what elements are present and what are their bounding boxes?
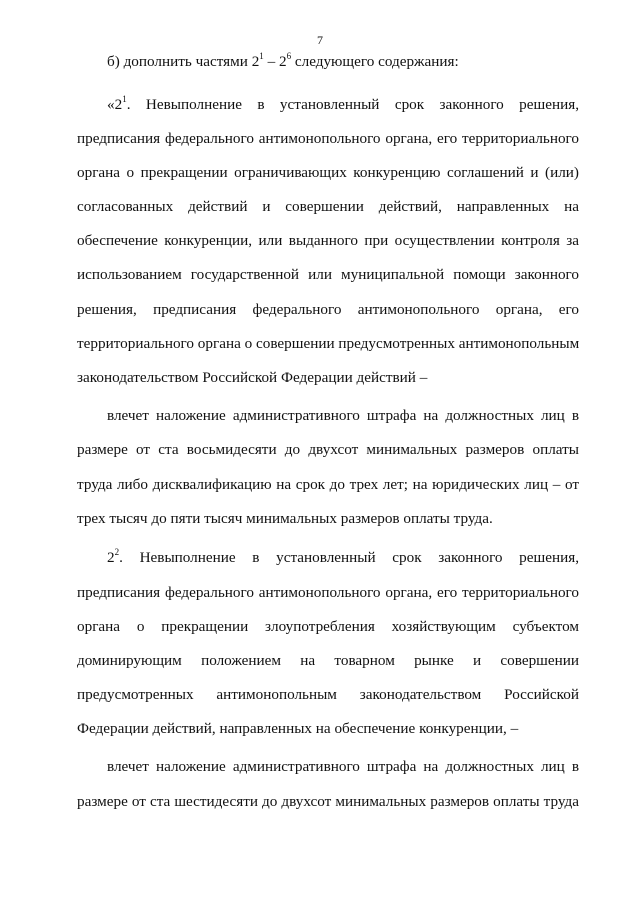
- text-run: влечет наложение административного штрафа на должностных лиц в: [107, 758, 579, 775]
- text-run: обеспечение конкуренции, или выданного при осуществлении контроля за: [77, 232, 579, 249]
- text-run: доминирующим положением на товарном рынке и совершении: [77, 652, 579, 669]
- text-line-6: [77, 266, 579, 284]
- text-line-1: [107, 93, 579, 114]
- text-line-10: [107, 407, 579, 425]
- text-run: Федерации действий, направленных на обеспечение конкуренции, –: [77, 720, 519, 737]
- text-line-18: [77, 686, 579, 704]
- text-line-9: [77, 369, 579, 387]
- text-run: согласованных действий и совершении действий, направленных на: [77, 198, 579, 215]
- text-run: использованием государственной или муниципальной помощи законного: [77, 266, 579, 283]
- text-line-17: [77, 652, 579, 670]
- text-run: труда либо дисквалификацию на срок до трех лет; на юридических лиц – от: [77, 476, 579, 493]
- page-number: 7: [317, 33, 323, 47]
- superscript: 6: [286, 50, 292, 61]
- text-run: размере от ста восьмидесяти до двухсот минимальных размеров оплаты: [77, 441, 579, 458]
- text-run: решения, предписания федерального антимонопольного органа, его: [77, 301, 579, 318]
- text-line-8: [77, 335, 579, 353]
- text-line-5: [77, 232, 579, 250]
- text-run: органа о прекращении злоупотребления хозяйствующим субъектом: [77, 618, 579, 635]
- text-run: предусмотренных антимонопольным законодательством Российской: [77, 686, 579, 703]
- text-run: размере от ста шестидесяти до двухсот минимальных размеров оплаты труда: [77, 793, 579, 810]
- text-run: . Невыполнение в установленный срок законного решения,: [119, 549, 579, 566]
- text-run: . Невыполнение в установленный срок законного решения,: [126, 96, 579, 113]
- text-run: б) дополнить частями 2: [107, 53, 260, 70]
- text-line-3: [77, 164, 579, 182]
- text-line-4: [77, 198, 579, 216]
- text-line-19: [77, 720, 579, 738]
- text-line-11: [77, 441, 579, 459]
- text-line-13: [77, 510, 579, 528]
- text-line-16: [77, 618, 579, 636]
- text-line-21: [77, 793, 579, 811]
- text-line-12: [77, 476, 579, 494]
- text-run: органа о прекращении ограничивающих конкуренцию соглашений и (или): [77, 164, 579, 181]
- text-run: трех тысяч до пяти тысяч минимальных размеров оплаты труда.: [77, 510, 493, 527]
- text-run: влечет наложение административного штрафа на должностных лиц в: [107, 407, 579, 424]
- text-run: предписания федерального антимонопольного органа, его территориального: [77, 584, 579, 601]
- text-line-14: [107, 546, 579, 567]
- superscript: 1: [122, 93, 127, 104]
- superscript: 2: [114, 546, 120, 557]
- text-run: «2: [107, 96, 123, 113]
- text-line-0: [107, 50, 579, 71]
- text-line-20: [107, 758, 579, 776]
- text-line-2: [77, 130, 579, 148]
- text-run: территориального органа о совершении предусмотренных антимонопольным: [77, 335, 580, 352]
- text-run: следующего содержания:: [291, 53, 459, 70]
- text-run: законодательством Российской Федерации действий –: [77, 369, 428, 386]
- text-run: 2: [107, 549, 115, 566]
- text-line-15: [77, 584, 579, 602]
- text-run: предписания федерального антимонопольного органа, его территориального: [77, 130, 579, 147]
- text-line-7: [77, 301, 579, 319]
- superscript: 1: [259, 50, 264, 61]
- text-run: – 2: [263, 53, 287, 70]
